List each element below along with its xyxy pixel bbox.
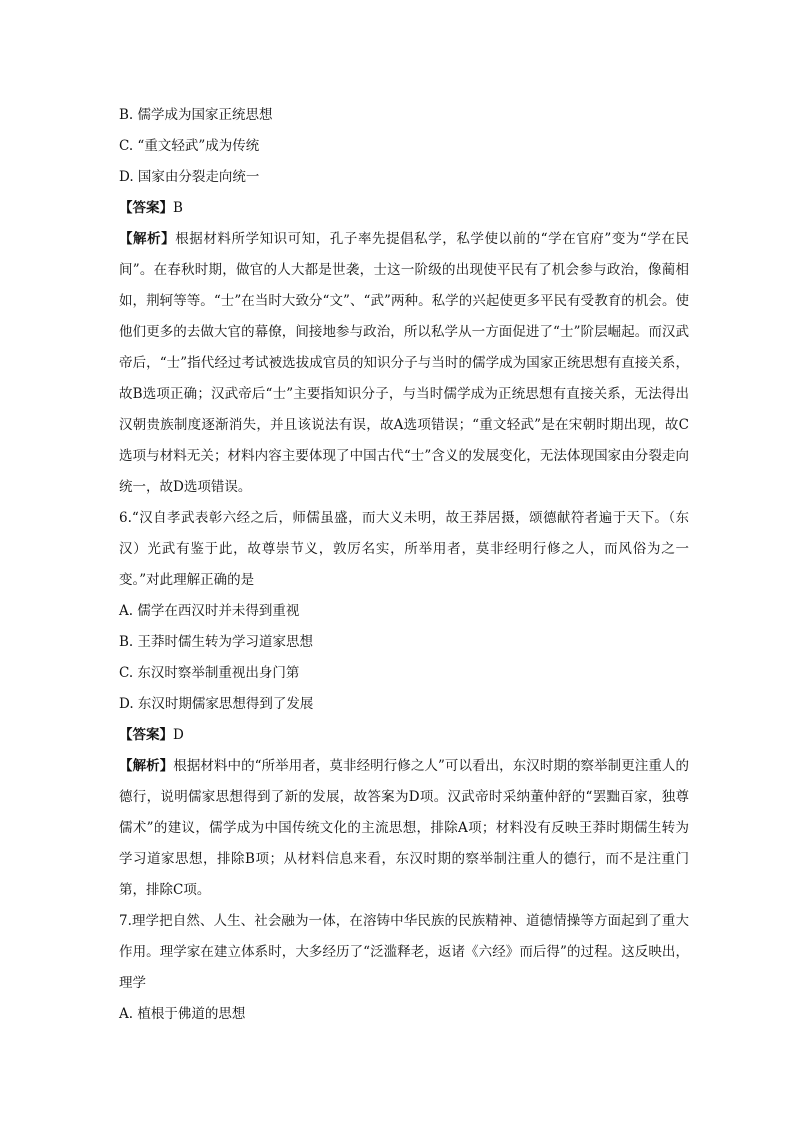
- q6-answer: [119, 720, 689, 751]
- answer-tag: 【答案】: [119, 200, 173, 216]
- q5-analysis: [119, 224, 689, 503]
- q6-option-a: A. 儒学在西汉时并未得到重视: [119, 603, 300, 619]
- q7-option-a: A. 植根于佛道的思想: [119, 1006, 246, 1022]
- analysis-text: 根据材料所学知识可知，孔子率先提倡私学，私学使以前的“学在官府”变为“学在民间”。在春秋时期，做官的人大都是世袭，士这一阶级的出现使平民有了机会参与政治，像蔺相如，荆轲等等。“士”在当时大致分“文”、“武”两种。私学的兴起使更多平民有受教育的机会。使他们更多的去做大官的幕僚，间接地参与政治，所以私学从一方面促进了“士”阶层崛起。而汉武帝后，“士”指代经过考试被选拔成官员的知识分子与当时的儒学成为国家正统思想有直接关系，故B选项正确；汉武帝后“士”主要指知识分子，与当时儒学成为正统思想有直接关系，无法得出汉朝贵族制度逐渐消失，并且该说法有误，故A选项错误；“重文轻武”是在宋朝时期出现，故C选项与材料无关；材料内容主要体现了中国古代“士”含义的发展变化，无法体现国家由分裂走向统一，故D选项错误。: [119, 231, 689, 495]
- analysis-text: 根据材料中的“所举用者，莫非经明行修之人”可以看出，东汉时期的察举制更注重人的德行，说明儒家思想得到了新的发展，故答案为D项。汉武帝时采纳董仲舒的“罢黜百家，独尊儒术”的建议，儒学成为中国传统文化的主流思想，排除A项；材料没有反映王莽时期儒生转为学习道家思想，排除B项；从材料信息来看，东汉时期的察举制注重人的德行，而不是注重门第，排除C项。: [119, 758, 689, 898]
- q5-option-b: B. 儒学成为国家正统思想: [119, 107, 273, 123]
- q6-stem: 6.“汉自孝武表彰六经之后，师儒虽盛，而大义未明，故王莽居摄，颂德献符者遍于天下。（东汉）光武有鉴于此，故尊崇节义，敦厉名实，所举用者，莫非经明行修之人，而风俗为之一变。”对此理解正确的是: [119, 510, 689, 588]
- q6-option-c: C. 东汉时察举制重视出身门第: [119, 665, 300, 681]
- analysis-tag: 【解析】: [119, 758, 174, 774]
- q7-stem: 7.理学把自然、人生、社会融为一体，在溶铸中华民族的民族精神、道德情操等方面起到了重大作用。理学家在建立体系时，大多经历了“泛滥释老，返诸《六经》而后得”的过程。这反映出，理学: [119, 913, 689, 991]
- q5-option-c: C. “重文轻武”成为传统: [119, 138, 260, 154]
- q5-answer: [119, 193, 689, 224]
- answer-value: B: [173, 200, 183, 216]
- q6-option-b: B. 王莽时儒生转为学习道家思想: [119, 634, 314, 650]
- analysis-tag: 【解析】: [119, 231, 176, 247]
- q6-analysis: [119, 751, 689, 906]
- answer-tag: 【答案】: [119, 727, 173, 743]
- document-page: [119, 100, 689, 1030]
- q5-option-d: D. 国家由分裂走向统一: [119, 169, 260, 185]
- answer-value: D: [173, 727, 184, 743]
- q6-option-d: D. 东汉时期儒家思想得到了发展: [119, 696, 314, 712]
